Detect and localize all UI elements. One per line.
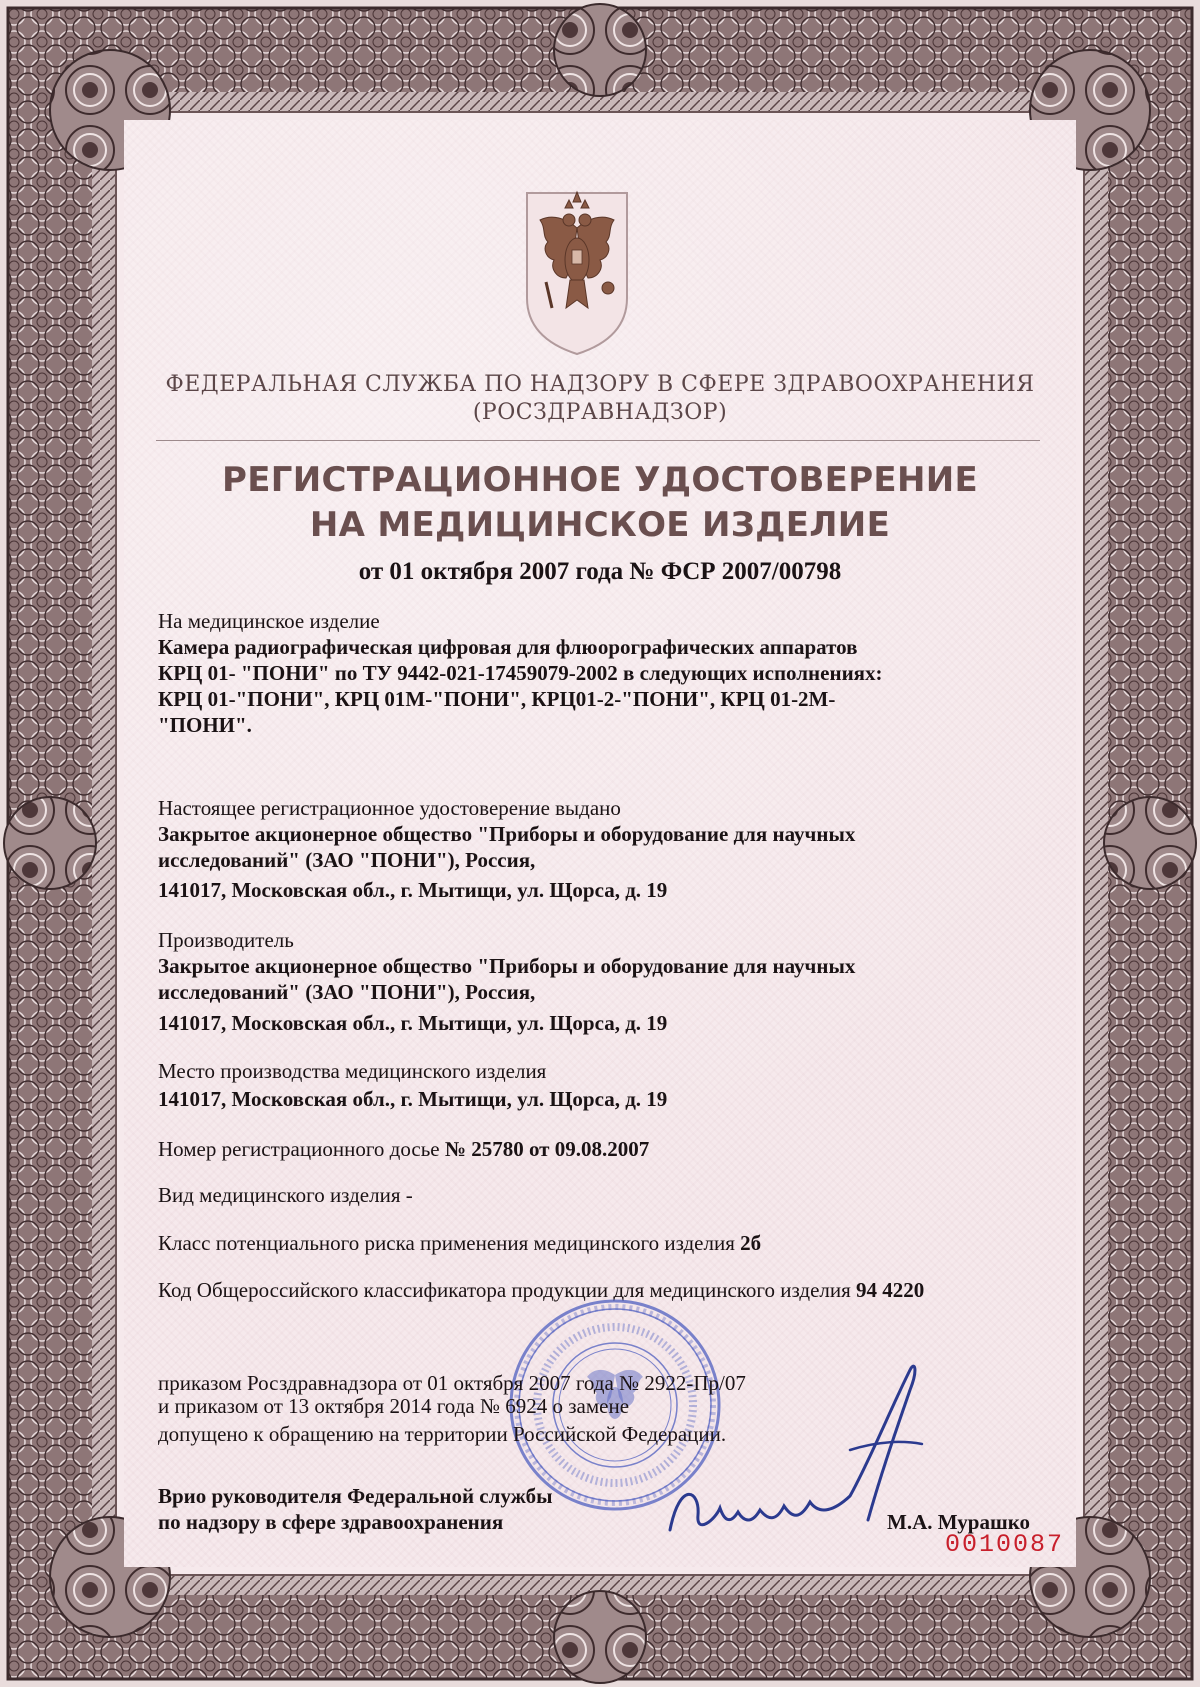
production-site-value: 141017, Московская обл., г. Мытищи, ул. Щорса, д. 19 (158, 1087, 668, 1111)
header-divider (156, 440, 1040, 441)
manufacturer-line: Закрытое акционерное общество "Приборы и оборудование для научных (158, 954, 856, 978)
issue-date-and-number: от 01 октября 2007 года № ФСР 2007/00798 (358, 558, 842, 585)
device-line: КРЦ 01- "ПОНИ" по ТУ 9442-021-17459079-2002 в следующих исполнениях: (158, 661, 883, 685)
device-label: На медицинское изделие (158, 609, 380, 633)
signatory-position: по надзору в сфере здравоохранения (158, 1510, 504, 1534)
issued-to-line: 141017, Московская обл., г. Мытищи, ул. Щорса, д. 19 (158, 878, 668, 902)
risk-class-value: 2б (740, 1231, 762, 1255)
manufacturer-line: 141017, Московская обл., г. Мытищи, ул. Щорса, д. 19 (158, 1011, 668, 1035)
order-line: приказом Росздравнадзора от 01 октября 2007 года № 2922-Пр/07 (158, 1371, 746, 1395)
okp-code-value: 94 4220 (856, 1278, 925, 1302)
signatory-position: Врио руководителя Федеральной службы (158, 1484, 553, 1508)
risk-class-row (158, 1230, 761, 1256)
handwritten-signature (660, 1330, 950, 1560)
issued-to-label: Настоящее регистрационное удостоверение выдано (158, 796, 621, 820)
risk-class-label: Класс потенциального риска применения медицинского изделия (158, 1231, 741, 1255)
agency-name: ФЕДЕРАЛЬНАЯ СЛУЖБА ПО НАДЗОРУ В СФЕРЕ ЗДРАВООХРАНЕНИЯ (165, 372, 1035, 397)
issued-to-line: исследований" (ЗАО "ПОНИ"), Россия, (158, 848, 536, 872)
coat-of-arms-emblem (522, 188, 632, 358)
agency-abbreviation: (РОСЗДРАВНАДЗОР) (472, 400, 728, 425)
dossier-row (158, 1136, 649, 1162)
signatory-name: М.А. Мурашко (887, 1510, 1031, 1534)
manufacturer-label: Производитель (158, 928, 294, 952)
okp-code-label: Код Общероссийского классификатора продукции для медицинского изделия (158, 1278, 857, 1302)
order-line: и приказом от 13 октября 2014 года № 6924 о замене (158, 1394, 630, 1418)
document-subtitle: НА МЕДИЦИНСКОЕ ИЗДЕЛИЕ (309, 505, 891, 545)
device-type-label: Вид медицинского изделия - (158, 1183, 413, 1207)
device-line: "ПОНИ". (158, 713, 252, 737)
production-site-label: Место производства медицинского изделия (158, 1059, 547, 1083)
document-title: РЕГИСТРАЦИОННОЕ УДОСТОВЕРЕНИЕ (222, 460, 978, 500)
dossier-label: Номер регистрационного досье (158, 1137, 445, 1161)
order-line: допущено к обращению на территории Российской Федерации. (158, 1422, 727, 1446)
serial-number: 0010087 (945, 1530, 1065, 1559)
device-line: Камера радиографическая цифровая для флюорографических аппаратов (158, 635, 858, 659)
issued-to-line: Закрытое акционерное общество "Приборы и оборудование для научных (158, 822, 856, 846)
manufacturer-line: исследований" (ЗАО "ПОНИ"), Россия, (158, 980, 536, 1004)
dossier-value: № 25780 от 09.08.2007 (444, 1137, 650, 1161)
device-line: КРЦ 01-"ПОНИ", КРЦ 01М-"ПОНИ", КРЦ01-2-"ПОНИ", КРЦ 01-2М- (158, 687, 836, 711)
